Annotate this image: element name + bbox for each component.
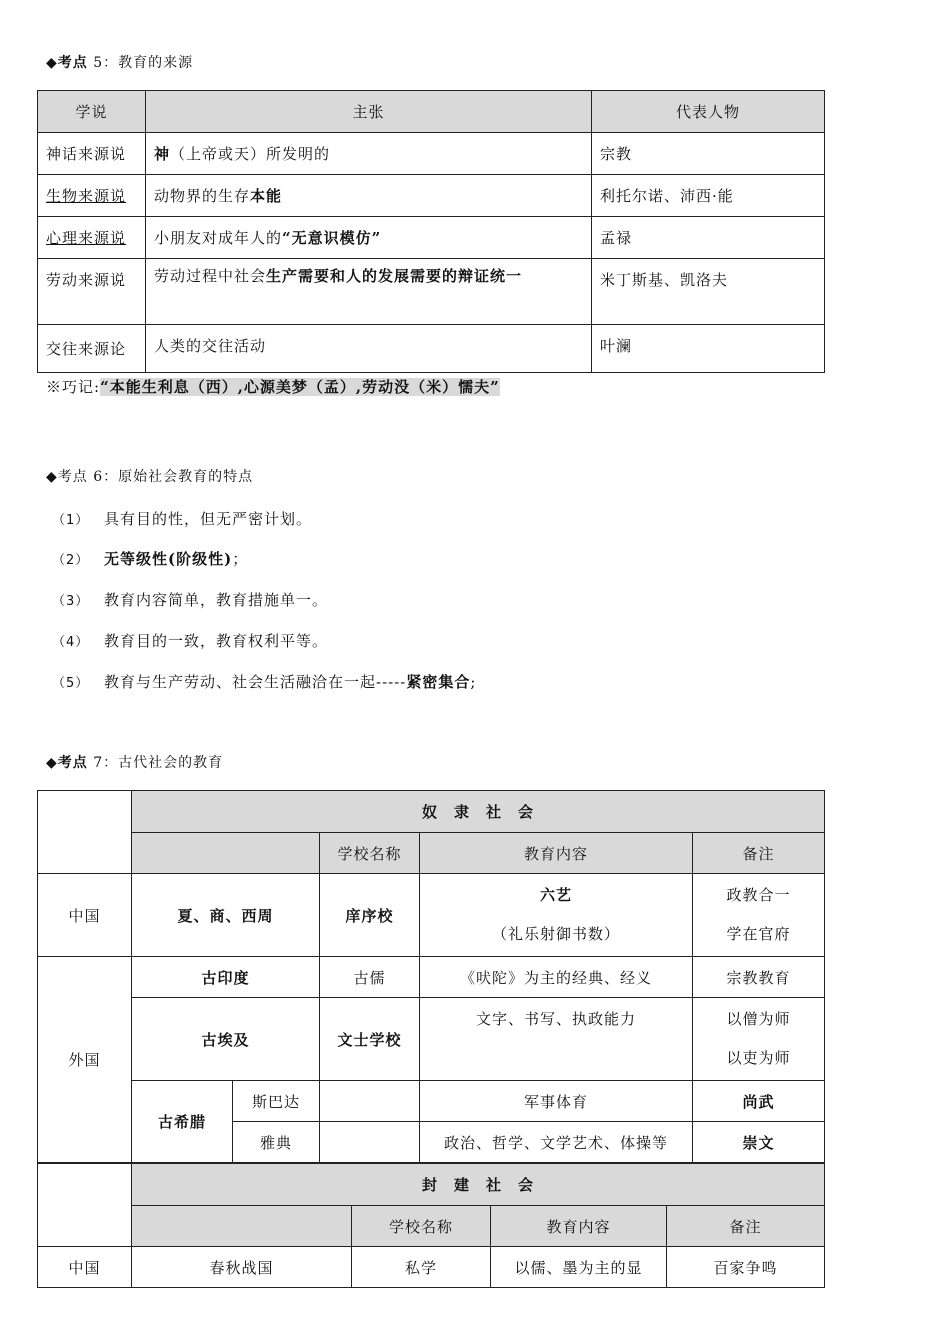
feudal-society-table xyxy=(37,1163,825,1288)
header-claim: 主张 xyxy=(146,91,592,133)
table-row xyxy=(38,325,825,373)
school-india: 古儒 xyxy=(320,957,420,998)
section-5-heading xyxy=(46,52,193,72)
theory-cell: 心理来源说 xyxy=(38,217,146,259)
col-content: 教育内容 xyxy=(491,1206,667,1247)
list-item: （4） 教育目的一致，教育权利平等。 xyxy=(52,632,329,650)
table-row xyxy=(38,259,825,325)
school-xia: 庠序校 xyxy=(320,874,420,957)
theory-cell: 生物来源说 xyxy=(38,175,146,217)
claim-cell: 神（上帝或天）所发明的 xyxy=(146,133,592,175)
heading-label: 考点 xyxy=(57,469,88,485)
blank-header xyxy=(132,1206,352,1247)
theory-cell: 劳动来源说 xyxy=(38,259,146,325)
content-athens: 政治、哲学、文学艺术、体操等 xyxy=(420,1122,693,1163)
country-greece: 古希腊 xyxy=(132,1081,233,1163)
section-6-heading xyxy=(46,466,253,486)
tip-text: “本能生利息（西）,心源美梦（孟）,劳动没（米）懦夫” xyxy=(100,378,500,396)
diamond-icon: ◆ xyxy=(46,55,58,71)
heading-label: 考点 xyxy=(57,755,88,771)
region-foreign: 外国 xyxy=(38,957,132,1163)
slave-society-table xyxy=(37,790,825,1163)
blank-header xyxy=(132,833,320,874)
theory-cell: 交往来源论 xyxy=(38,325,146,373)
diamond-icon: ◆ xyxy=(46,755,58,771)
mnemonic-tip xyxy=(46,376,500,397)
period-xia: 夏、商、西周 xyxy=(132,874,320,957)
school-feudal-china: 私学 xyxy=(352,1247,491,1288)
theory-cell: 神话来源说 xyxy=(38,133,146,175)
content-xia: 六艺 （礼乐射御书数） xyxy=(420,874,693,957)
list-item: （3） 教育内容简单，教育措施单一。 xyxy=(52,591,329,609)
feudal-society-title: 封 建 社 会 xyxy=(132,1164,825,1206)
heading-title: 6：原始社会教育的特点 xyxy=(87,469,254,485)
diamond-icon: ◆ xyxy=(46,469,58,485)
note-athens: 崇文 xyxy=(693,1122,825,1163)
col-content: 教育内容 xyxy=(420,833,693,874)
slave-society-title: 奴 隶 社 会 xyxy=(132,791,825,833)
school-sparta xyxy=(320,1081,420,1122)
period-feudal-china: 春秋战国 xyxy=(132,1247,352,1288)
claim-cell: 人类的交往活动 xyxy=(146,325,592,373)
content-sparta: 军事体育 xyxy=(420,1081,693,1122)
list-item: （2） 无等级性(阶级性)； xyxy=(52,550,249,568)
table-header-row xyxy=(38,91,825,133)
table-row xyxy=(38,874,825,957)
note-xia: 政教合一 学在官府 xyxy=(693,874,825,957)
corner-cell xyxy=(38,1164,132,1247)
list-item: （1） 具有目的性，但无严密计划。 xyxy=(52,510,313,528)
school-athens xyxy=(320,1122,420,1163)
people-cell: 宗教 xyxy=(592,133,825,175)
corner-cell xyxy=(38,791,132,874)
city-sparta: 斯巴达 xyxy=(233,1081,320,1122)
people-cell: 叶澜 xyxy=(592,325,825,373)
col-school: 学校名称 xyxy=(352,1206,491,1247)
content-egypt: 文字、书写、执政能力 xyxy=(420,998,693,1081)
people-cell: 米丁斯基、凯洛夫 xyxy=(592,259,825,325)
people-cell: 利托尔诺、沛西·能 xyxy=(592,175,825,217)
col-note: 备注 xyxy=(667,1206,825,1247)
note-egypt: 以僧为师 以吏为师 xyxy=(693,998,825,1081)
section-7-heading xyxy=(46,752,223,772)
table-row xyxy=(38,998,825,1081)
table-row xyxy=(38,1247,825,1288)
claim-cell: 劳动过程中社会生产需要和人的发展需要的辩证统一 xyxy=(146,259,592,325)
table-row xyxy=(38,1081,825,1122)
school-egypt: 文士学校 xyxy=(320,998,420,1081)
heading-title: 7：古代社会的教育 xyxy=(87,755,224,771)
country-india: 古印度 xyxy=(132,957,320,998)
header-people: 代表人物 xyxy=(592,91,825,133)
people-cell: 孟禄 xyxy=(592,217,825,259)
table-row xyxy=(38,133,825,175)
claim-cell: 动物界的生存本能 xyxy=(146,175,592,217)
tip-prefix: ※巧记: xyxy=(46,378,101,396)
content-feudal-china: 以儒、墨为主的显 xyxy=(491,1247,667,1288)
claim-cell: 小朋友对成年人的“无意识模仿” xyxy=(146,217,592,259)
table-row xyxy=(38,957,825,998)
table-row xyxy=(38,175,825,217)
city-athens: 雅典 xyxy=(233,1122,320,1163)
content-india: 《吠陀》为主的经典、经义 xyxy=(420,957,693,998)
table-row xyxy=(38,217,825,259)
heading-label: 考点 xyxy=(57,55,88,71)
col-school: 学校名称 xyxy=(320,833,420,874)
region-china: 中国 xyxy=(38,1247,132,1288)
note-india: 宗教教育 xyxy=(693,957,825,998)
note-feudal-china: 百家争鸣 xyxy=(667,1247,825,1288)
heading-title: 5：教育的来源 xyxy=(87,55,194,71)
list-item: （5） 教育与生产劳动、社会生活融洽在一起-----紧密集合; xyxy=(52,673,477,691)
col-note: 备注 xyxy=(693,833,825,874)
header-theory: 学说 xyxy=(38,91,146,133)
note-sparta: 尚武 xyxy=(693,1081,825,1122)
education-origin-table xyxy=(37,90,825,373)
country-egypt: 古埃及 xyxy=(132,998,320,1081)
region-china: 中国 xyxy=(38,874,132,957)
